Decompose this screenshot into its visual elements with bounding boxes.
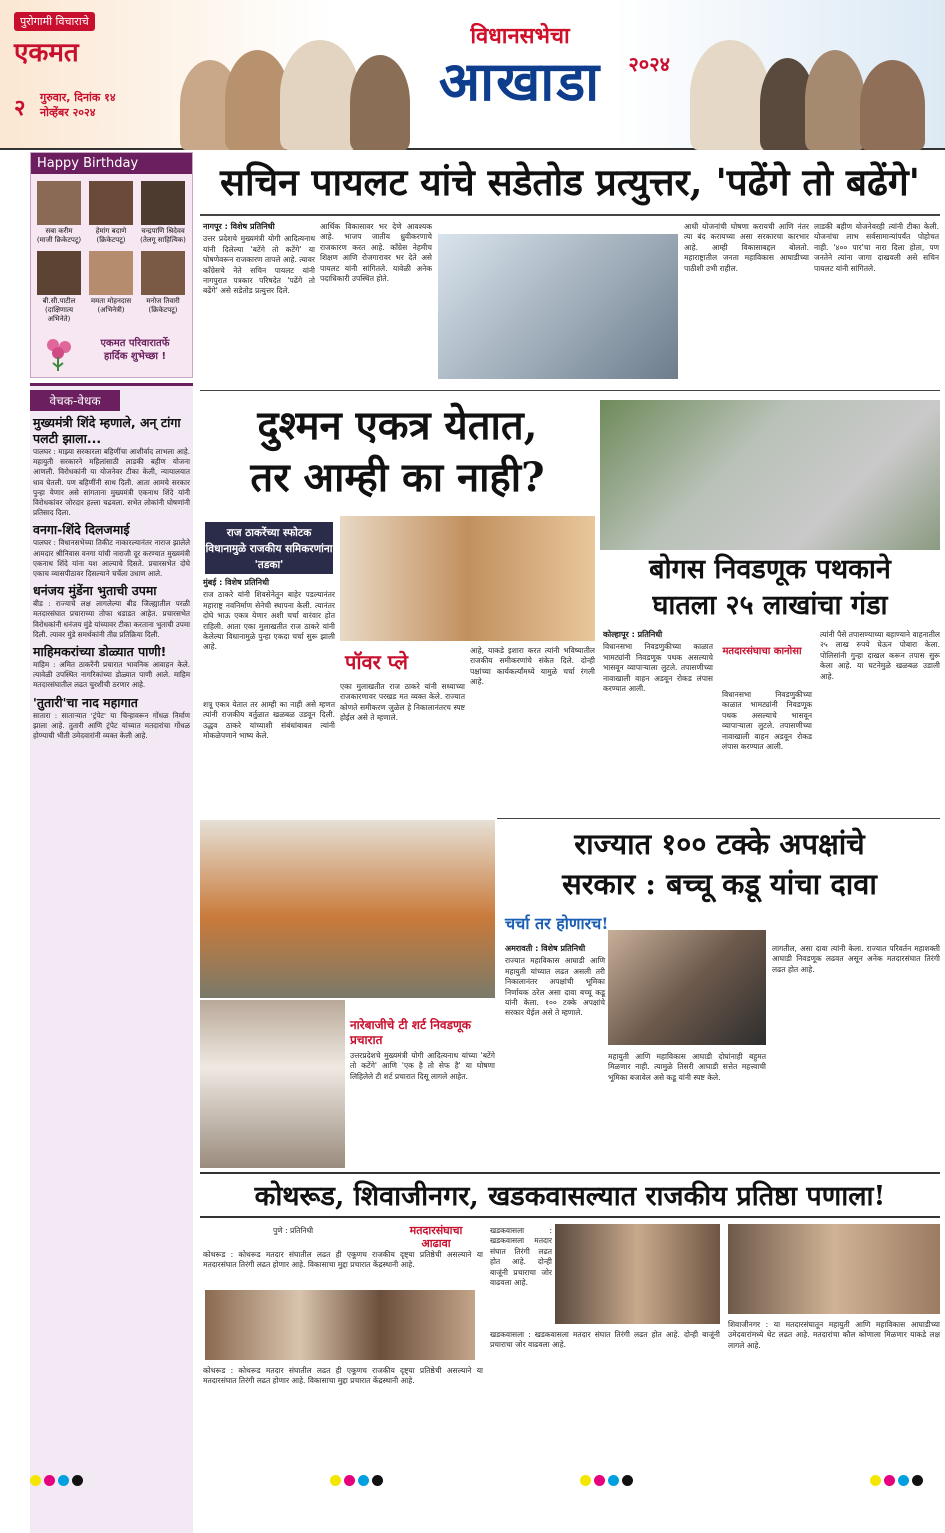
story3-headline bbox=[600, 552, 940, 624]
story4-byline: अमरावती : विशेष प्रतिनिधी bbox=[505, 944, 586, 953]
story3-headline-l1: बोगस निवडणूक पथकाने bbox=[649, 554, 891, 585]
brief-heading: धनंजय मुंडेंना भुताची उपमा bbox=[33, 583, 157, 599]
registration-marks bbox=[30, 1475, 930, 1489]
story6-col1a: कोथरूड : कोथरूड मतदार संघातील लढत ही एकूणच राजकीय दृष्ट्या प्रतिष्ठेची असल्याने या मतदारसंघात तिरंगी लढत होणार आहे. विकासाचा मुद्दा प्रचारात केंद्रस्थानी आहे. bbox=[203, 1250, 483, 1270]
story2-byline: मुंबई : विशेष प्रतिनिधी bbox=[203, 578, 270, 587]
bday-person: बी.सी.पाटील (दाक्षिणात्य अभिनेते) bbox=[42, 297, 76, 323]
story6-col2a: खडकवासला : खडकवासला मतदार संघात तिरंगी लढत होत आहे. दोन्ही बाजूंनी प्रचाराचा जोर वाढवला आहे. bbox=[490, 1226, 552, 1288]
story6-stamp: मतदारसंघाचा आढावा bbox=[409, 1224, 463, 1250]
story1-text: उत्तर प्रदेशचे मुख्यमंत्री योगी आदित्यनाथ यांनी दिलेल्या 'बटेंगे तो कटेंगे' या घोषणेवरून राजकारण तापले आहे. त्यावर काँग्रेसचे नेते सचिन पायलट यांनी नागपुरात पत्रकार परिषदेत 'पढेंगे तो बढेंगे' असे सडेतोड प्रत्युत्तर दिले. bbox=[203, 234, 315, 296]
story2-col4: आहे, याकडे इशारा करत त्यांनी भविष्यातील राजकीय समीकरणांचे संकेत दिले. दोन्ही पक्षांच्या कार्यकर्त्यांमध्ये यामुळे चर्चा रंगली आहे. bbox=[470, 646, 595, 687]
bday-person: हेमांग बदाणे (क्रिकेटपटू) bbox=[95, 227, 127, 244]
story1-photo bbox=[438, 234, 678, 379]
birthday-box bbox=[30, 152, 193, 378]
story1-col1 bbox=[203, 222, 315, 297]
story5-text: उत्तरप्रदेशचे मुख्यमंत्री योगी आदित्यनाथ यांच्या 'बटेंगे तो कटेंगे' आणि 'एक है तो सेफ है' या घोषणा लिहिलेले टी शर्ट प्रचारात दिसू लागले आहेत. bbox=[350, 1051, 495, 1081]
story2-headline-l2: तर आम्ही का नाही? bbox=[250, 454, 545, 501]
story5-box bbox=[350, 1018, 495, 1168]
story4-stamp: चर्चा तर होणारच! bbox=[505, 914, 609, 933]
story1-col2: आर्थिक विकासावर भर देणे आवश्यक आहे. भाजप जातीय ध्रुवीकरणाचे राजकारण करत आहे. काँग्रेस नेहमीच शिक्षण आणि रोजगारावर भर देते असे पायलट यांनी सांगितले. यावेळी अनेक पदाधिकारी उपस्थित होते. bbox=[320, 222, 432, 284]
birthday-wish: एकमत परिवारातर्फे हार्दिक शुभेच्छा ! bbox=[100, 338, 170, 362]
avatar bbox=[89, 181, 133, 225]
column-band: वेचक-वेधक bbox=[30, 390, 120, 411]
avatar bbox=[37, 251, 81, 295]
story6-photo2 bbox=[555, 1224, 720, 1324]
story2-col3: एका मुलाखतीत राज ठाकरे यांनी सध्याच्या राजकारणावर परखड मत व्यक्त केले. राज्यात कोणते समीकरण जुळेल हे निकालानंतरच स्पष्ट होईल असे ते म्हणाले. bbox=[340, 682, 465, 723]
birthday-title: Happy Birthday bbox=[31, 153, 192, 174]
bday-person: ममता मोहनदास (अभिनेत्री) bbox=[90, 297, 132, 314]
story2-col2: शत्रू एकत्र येतात तर आम्ही का नाही असे म्हणत त्यांनी राजकीय वर्तुळात खळबळ उडवून दिली. उद्धव ठाकरे यांच्याशी संबंधांबाबत त्यांनी मोकळेपणाने भाष्य केले. bbox=[203, 700, 335, 741]
brief-text: पालघर : विधानसभेच्या तिकीट नाकारल्यानंतर नाराज झालेले आमदार श्रीनिवास वनगा यांची नाराजी दूर करण्यात मुख्यमंत्री एकनाथ शिंदे यांना यश आल्याचे दिसते. प्रचारसभेत दोघे एकाच व्यासपीठावर दिसल्याने चर्चेला उधाण आले. bbox=[33, 538, 190, 579]
story4-col3: लागतील, असा दावा त्यांनी केला. राज्यात परिवर्तन महाशक्ती आघाडी निवडणूक लढवत असून अनेक मतदारसंघात तिरंगी लढत होत आहे. bbox=[772, 944, 940, 974]
story3-photo bbox=[600, 400, 940, 550]
bday-person: मनोज तिवारी (क्रिकेटपटू) bbox=[146, 297, 180, 314]
leader-portraits-right bbox=[690, 40, 935, 150]
page-number: २ bbox=[14, 96, 26, 121]
story4-text: राज्यात महाविकास आघाडी आणि महायुती यांच्यात लढत असली तरी निकालानंतर अपक्षांची भूमिका निर्णायक ठरेल असा दावा बच्चू कडू यांनी केला. १०० टक्के अपक्षांचे सरकार येईल असे ते म्हणाले. bbox=[505, 956, 605, 1018]
brief-heading: माहिमकरांच्या डोळ्यात पाणी! bbox=[33, 644, 167, 660]
brand-name: एकमत bbox=[14, 38, 79, 68]
story4-headline-l1: राज्यात १०० टक्के अपक्षांचे bbox=[574, 827, 865, 861]
issue-date bbox=[40, 90, 116, 120]
story5-head: नारेबाजीचे टी शर्ट निवडणूक प्रचारात bbox=[350, 1018, 471, 1047]
story4-photo bbox=[608, 930, 766, 1045]
story4-headline bbox=[497, 824, 942, 904]
issue-date-line1: गुरुवार, दिनांक १४ bbox=[40, 91, 116, 104]
story2-photo bbox=[340, 516, 595, 641]
story3-text: विधानसभा निवडणुकीच्या काळात भामट्यांनी निवडणूक पथक असल्याचे भासवून व्यापाऱ्याला लुटले. तपासणीच्या नावाखाली वाहन अडवून रोकड लंपास करण्यात आली. bbox=[603, 642, 713, 694]
mast-year: २०२४ bbox=[628, 52, 670, 76]
story4-col2: महायुती आणि महाविकास आघाडी दोघांनाही बहुमत मिळणार नाही. त्यामुळे तिसरी आघाडी सत्तेत महत्त्वाची भूमिका बजावेल असे कडू यांनी स्पष्ट केले. bbox=[608, 1052, 766, 1082]
story2-highlight-box: राज ठाकरेंच्या स्फोटक विधानामुळे राजकीय समिकरणांना 'तडका' bbox=[205, 522, 333, 574]
avatar bbox=[89, 251, 133, 295]
mast-title bbox=[380, 20, 670, 130]
tshirt-photo bbox=[200, 1000, 345, 1168]
story6-photo1 bbox=[205, 1290, 475, 1360]
story3-col2a: विधानसभा निवडणुकीच्या काळात भामट्यांनी निवडणूक पथक असल्याचे भासवून व्यापाऱ्याला लुटले. तपासणीच्या नावाखाली वाहन अडवून रोकड लंपास करण्यात आली. bbox=[722, 690, 812, 752]
story1-headline: सचिन पायलट यांचे सडेतोड प्रत्युत्तर, 'पढेंगे तो बढेंगे' bbox=[219, 160, 921, 204]
brand-tagline: पुरोगामी विचाराचे bbox=[14, 12, 95, 31]
story2-headline bbox=[200, 400, 595, 504]
issue-date-line2: नोव्हेंबर २०२४ bbox=[40, 106, 96, 119]
story2-stamp: पॉवर प्ले bbox=[345, 650, 408, 674]
story6-byline: पुणे : प्रतिनिधी bbox=[273, 1226, 314, 1235]
mast-big: आखाडा bbox=[438, 49, 602, 113]
brand-logo bbox=[14, 10, 164, 72]
divider bbox=[497, 818, 940, 819]
story3-col2: त्यांनी पैसे तपासण्याच्या बहाण्याने वाहनातील २५ लाख रुपये घेऊन पोबारा केला. पोलिसांनी गुन्हा दाखल करून तपास सुरू केला आहे. या घटनेमुळे खळबळ उडाली आहे. bbox=[820, 630, 940, 681]
story3-col1 bbox=[603, 630, 713, 694]
bday-person: सबा करीम (माजी क्रिकेटपटू) bbox=[36, 227, 82, 244]
story6-col2b: खडकवासला : खडकवासला मतदार संघात तिरंगी लढत होत आहे. दोन्ही बाजूंनी प्रचाराचा जोर वाढवला आहे. bbox=[490, 1330, 720, 1350]
story3-byline: कोल्हापूर : प्रतिनिधी bbox=[603, 630, 663, 639]
avatar bbox=[37, 181, 81, 225]
story2-text: राज ठाकरे यांनी शिवसेनेतून बाहेर पडल्यानंतर महाराष्ट्र नवनिर्माण सेनेची स्थापना केली. त्यानंतर दोघे भाऊ एकत्र येणार अशी चर्चा वारंवार होत राहिली. आता एका मुलाखतीत राज ठाकरे यांनी केलेल्या विधानामुळे पुन्हा एकदा चर्चा सुरू झाली आहे. bbox=[203, 590, 335, 652]
story2-headline-l1: दुश्मन एकत्र येतात, bbox=[257, 402, 538, 449]
brief-text: बीड : राज्याचे लक्ष लागलेल्या बीड जिल्ह्यातील परळी मतदारसंघात प्रचाराच्या तोफा धडाडत आहेत. प्रचारसभेत विरोधकांनी धनंजय मुंडे यांच्यावर टीका करताना भुताची उपमा दिली. त्यावर मुंडे समर्थकांनी तीव्र प्रतिक्रिया दिली. bbox=[33, 599, 190, 639]
story1-col4: लाडकी बहीण योजनेवरही त्यांनी टीका केली. योजनांचा लाभ सर्वसामान्यांपर्यंत पोहोचत नाही. '४०० पार'चा नारा दिला होता, पण जनतेने त्यांना जागा दाखवली असे सचिन पायलट यांनी सांगितले. bbox=[814, 222, 939, 273]
story4-col1 bbox=[505, 944, 605, 1019]
story6-col1b: कोथरूड : कोथरूड मतदार संघातील लढत ही एकूणच राजकीय दृष्ट्या प्रतिष्ठेची असल्याने या मतदारसंघात तिरंगी लढत होणार आहे. विकासाचा मुद्दा प्रचारात केंद्रस्थानी आहे. bbox=[203, 1366, 483, 1386]
story1-byline: नागपूर : विशेष प्रतिनिधी bbox=[203, 222, 275, 231]
flower-icon bbox=[45, 337, 73, 371]
brief-text: सातारा : साताऱ्यात 'ट्रंपेट' या चिन्हावरून गोंधळ निर्माण झाला आहे. तुतारी आणि ट्रंपेट यांच्यात मतदारांचा गोंधळ होण्याची भीती उमेदवारांनी व्यक्त केली आहे. bbox=[33, 710, 190, 741]
story3-stamp: मतदारसंघाचा कानोसा bbox=[722, 646, 802, 657]
story1-col3: आधी योजनांची घोषणा करायची आणि नंतर त्या बंद करायच्या असा सरकारचा कारभार आहे. आम्ही विकासाबद्दल बोलतो. महाराष्ट्रातील जनता महाविकास आघाडीच्या पाठीशी उभी राहील. bbox=[684, 222, 809, 273]
avatar bbox=[141, 181, 185, 225]
brief-text: माहिम : अमित ठाकरेंनी प्रचारात भावनिक आवाहन केले. त्यावेळी उपस्थित नागरिकांच्या डोळ्यात पाणी आले. माहिम मतदारसंघातील लढत चुरशीची ठरणार आहे. bbox=[33, 660, 190, 690]
bday-person: चन्द्रपाणि श्रिदेवव (तेलगू साहित्यिक) bbox=[140, 227, 186, 244]
story3-headline-l2: घातला २५ लाखांचा गंडा bbox=[652, 590, 888, 621]
story6-photo3 bbox=[728, 1224, 940, 1314]
story6-col3: शिवाजीनगर : या मतदारसंघातून महायुती आणि महाविकास आघाडीच्या उमेदवारांमध्ये थेट लढत आहे. मतदारांचा कौल कोणाला मिळणार याकडे लक्ष लागले आहे. bbox=[728, 1320, 940, 1350]
story4-headline-l2: सरकार : बच्चू कडू यांचा दावा bbox=[562, 867, 877, 901]
rally-photo bbox=[200, 820, 495, 998]
brief-heading: 'तुतारी'चा नाद महागात bbox=[33, 694, 138, 710]
mast-small: विधानसभेचा bbox=[470, 23, 570, 49]
story6-headline: कोथरूड, शिवाजीनगर, खडकवासल्यात राजकीय प्रतिष्ठा पणाला! bbox=[200, 1172, 940, 1218]
story2-col1 bbox=[203, 578, 335, 653]
brief-text: पालघर : माझ्या सरकारला बहिणींचा आशीर्वाद लाभला आहे. महायुती सरकारने महिलांसाठी लाडकी बहीण योजना आणली. विरोधकांनी या योजनेवर टीका केली, न्यायालयात धाव घेतली. पण बहिणींनी साथ दिली. आता आमचे सरकार पुन्हा येणार असे सांगताना मुख्यमंत्री एकनाथ शिंदे यांनी विरोधकांवर जोरदार हल्ला चढवला. सभेत लोकांनी घोषणांनी प्रतिसाद दिला. bbox=[33, 447, 190, 518]
brief-heading: वनगा-शिंदे दिलजमाई bbox=[33, 522, 130, 538]
brief-heading: मुख्यमंत्री शिंदे म्हणाले, अन् टांगा पलटी झाला... bbox=[33, 415, 181, 446]
divider bbox=[200, 214, 940, 216]
divider bbox=[200, 390, 940, 391]
avatar bbox=[141, 251, 185, 295]
left-column bbox=[30, 383, 193, 1533]
